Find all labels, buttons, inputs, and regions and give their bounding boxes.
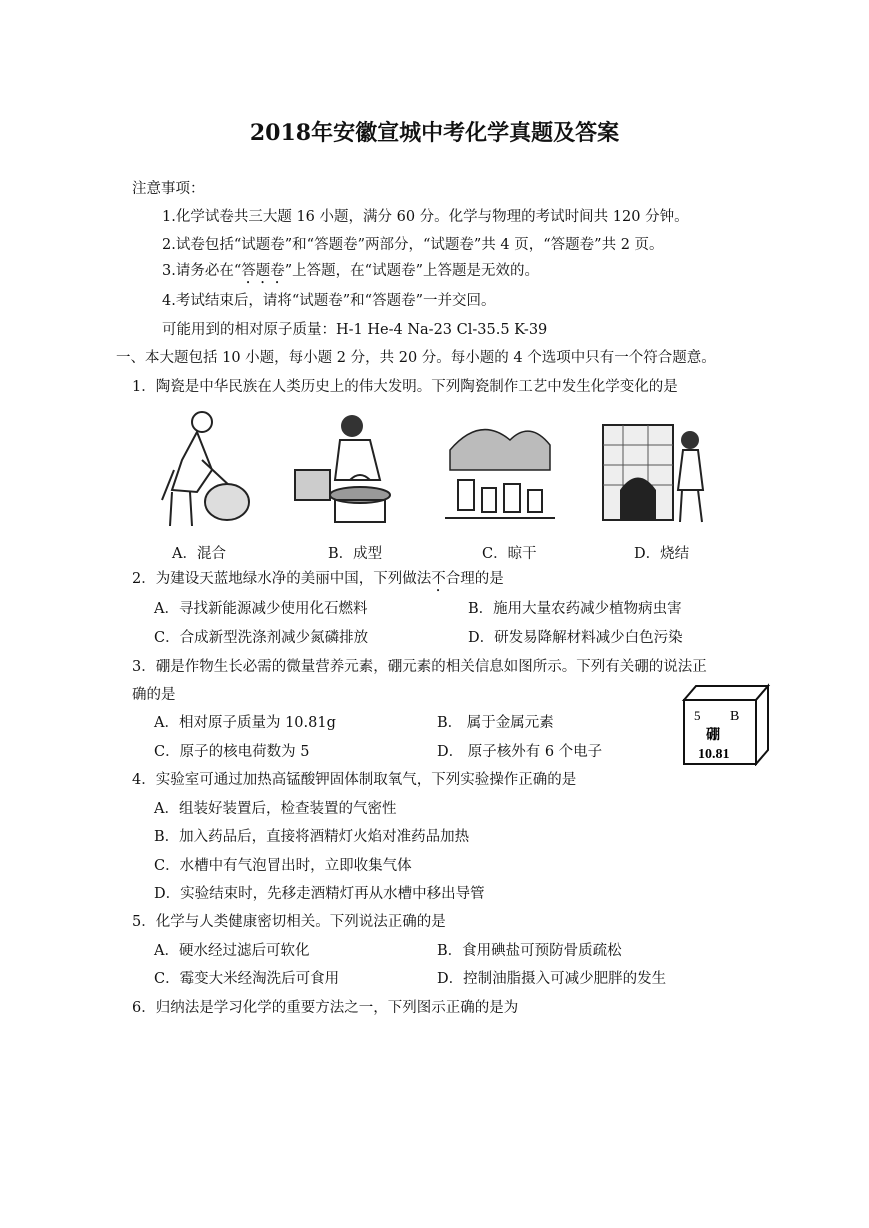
element-symbol: B [730,709,740,724]
q5-option-d: D．控制油脂摄入可减少肥胖的发生 [437,971,667,987]
q1-option-b: B．成型 [328,546,383,562]
q2-stem-pre: 2．为建设天蓝地绿水净的美丽中国，下列做法 [132,571,432,587]
q1-option-d: D．烧结 [634,546,690,562]
element-name: 硼 [706,727,720,743]
q5-option-a: A．硬水经过滤后可软化 [154,943,310,959]
shaping-illustration [290,410,410,528]
element-atomic-number: 5 [694,708,701,723]
q3-option-c: C．原子的核电荷数为 5 [154,744,310,760]
q3-stem-line-1: 3．硼是作物生长必需的微量营养元素，硼元素的相关信息如图所示。下列有关硼的说法正 [132,659,707,675]
notice-heading: 注意事项： [132,181,205,197]
drying-illustration [440,410,560,528]
sintering-illustration [598,410,718,528]
notice-item-4: 4.考试结束后，请将“试题卷”和“答题卷”一并交回。 [162,293,496,309]
q4-stem: 4．实验室可通过加热高锰酸钾固体制取氧气，下列实验操作正确的是 [132,772,577,788]
q2-option-c: C．合成新型洗涤剂减少氮磷排放 [154,630,369,646]
q2-stem-post: 合理的是 [445,571,504,587]
q1-option-a: A．混合 [172,546,226,562]
notice-item-3-post: ”上答题，在“试题卷”上答题是无效的。 [284,263,539,279]
boron-element-cube [676,680,772,766]
q2-stem [132,570,504,595]
q2-option-a: A．寻找新能源减少使用化石燃料 [154,601,368,617]
q4-option-c: C．水槽中有气泡冒出时，立即收集气体 [154,858,412,874]
q4-option-d: D．实验结束时，先移走酒精灯再从水槽中移出导管 [154,886,485,902]
q1-stem: 1．陶瓷是中华民族在人类历史上的伟大发明。下列陶瓷制作工艺中发生化学变化的是 [132,379,678,395]
q5-option-b: B．食用碘盐可预防骨质疏松 [437,943,622,959]
q3-option-d: D． 原子核外有 6 个电子 [437,744,603,760]
q3-option-b: B． 属于金属元素 [437,715,554,731]
atomic-masses: 可能用到的相对原子质量：H-1 He-4 Na-23 Cl-35.5 K-39 [162,322,548,338]
q6-stem: 6．归纳法是学习化学的重要方法之一，下列图示正确的是为 [132,1000,519,1016]
notice-item-3 [162,262,539,287]
q5-stem: 5．化学与人类健康密切相关。下列说法正确的是 [132,914,446,930]
notice-item-3-pre: 3.请务必在“ [162,263,242,279]
notice-item-2: 2.试卷包括“试题卷”和“答题卷”两部分，“试题卷”共 4 页，“答题卷”共 2 页。 [162,237,664,253]
q3-option-a: A．相对原子质量为 10.81g [154,715,336,731]
q2-option-b: B．施用大量农药减少植物病虫害 [468,601,682,617]
q1-option-c: C．晾干 [482,546,537,562]
q3-stem-line-2: 确的是 [132,687,176,703]
element-mass: 10.81 [698,747,730,762]
q5-option-c: C．霉变大米经淘洗后可食用 [154,971,340,987]
mixing-illustration [142,410,262,528]
section-1-heading: 一、本大题包括 10 小题，每小题 2 分，共 20 分。每小题的 4 个选项中只有一个符合题意。 [116,350,716,366]
notice-item-1: 1.化学试卷共三大题 16 小题，满分 60 分。化学与物理的考试时间共 120 分钟。 [162,209,689,225]
notice-item-3-emphasis: 答题卷 [241,263,285,279]
q2-stem-emphasis: 不 [431,571,446,587]
q4-option-a: A．组装好装置后，检查装置的气密性 [154,801,397,817]
q2-option-d: D．研发易降解材料减少白色污染 [468,630,683,646]
page-title: 2018年安徽宣城中考化学真题及答案 [249,120,620,146]
q4-option-b: B．加入药品后，直接将酒精灯火焰对准药品加热 [154,829,470,845]
